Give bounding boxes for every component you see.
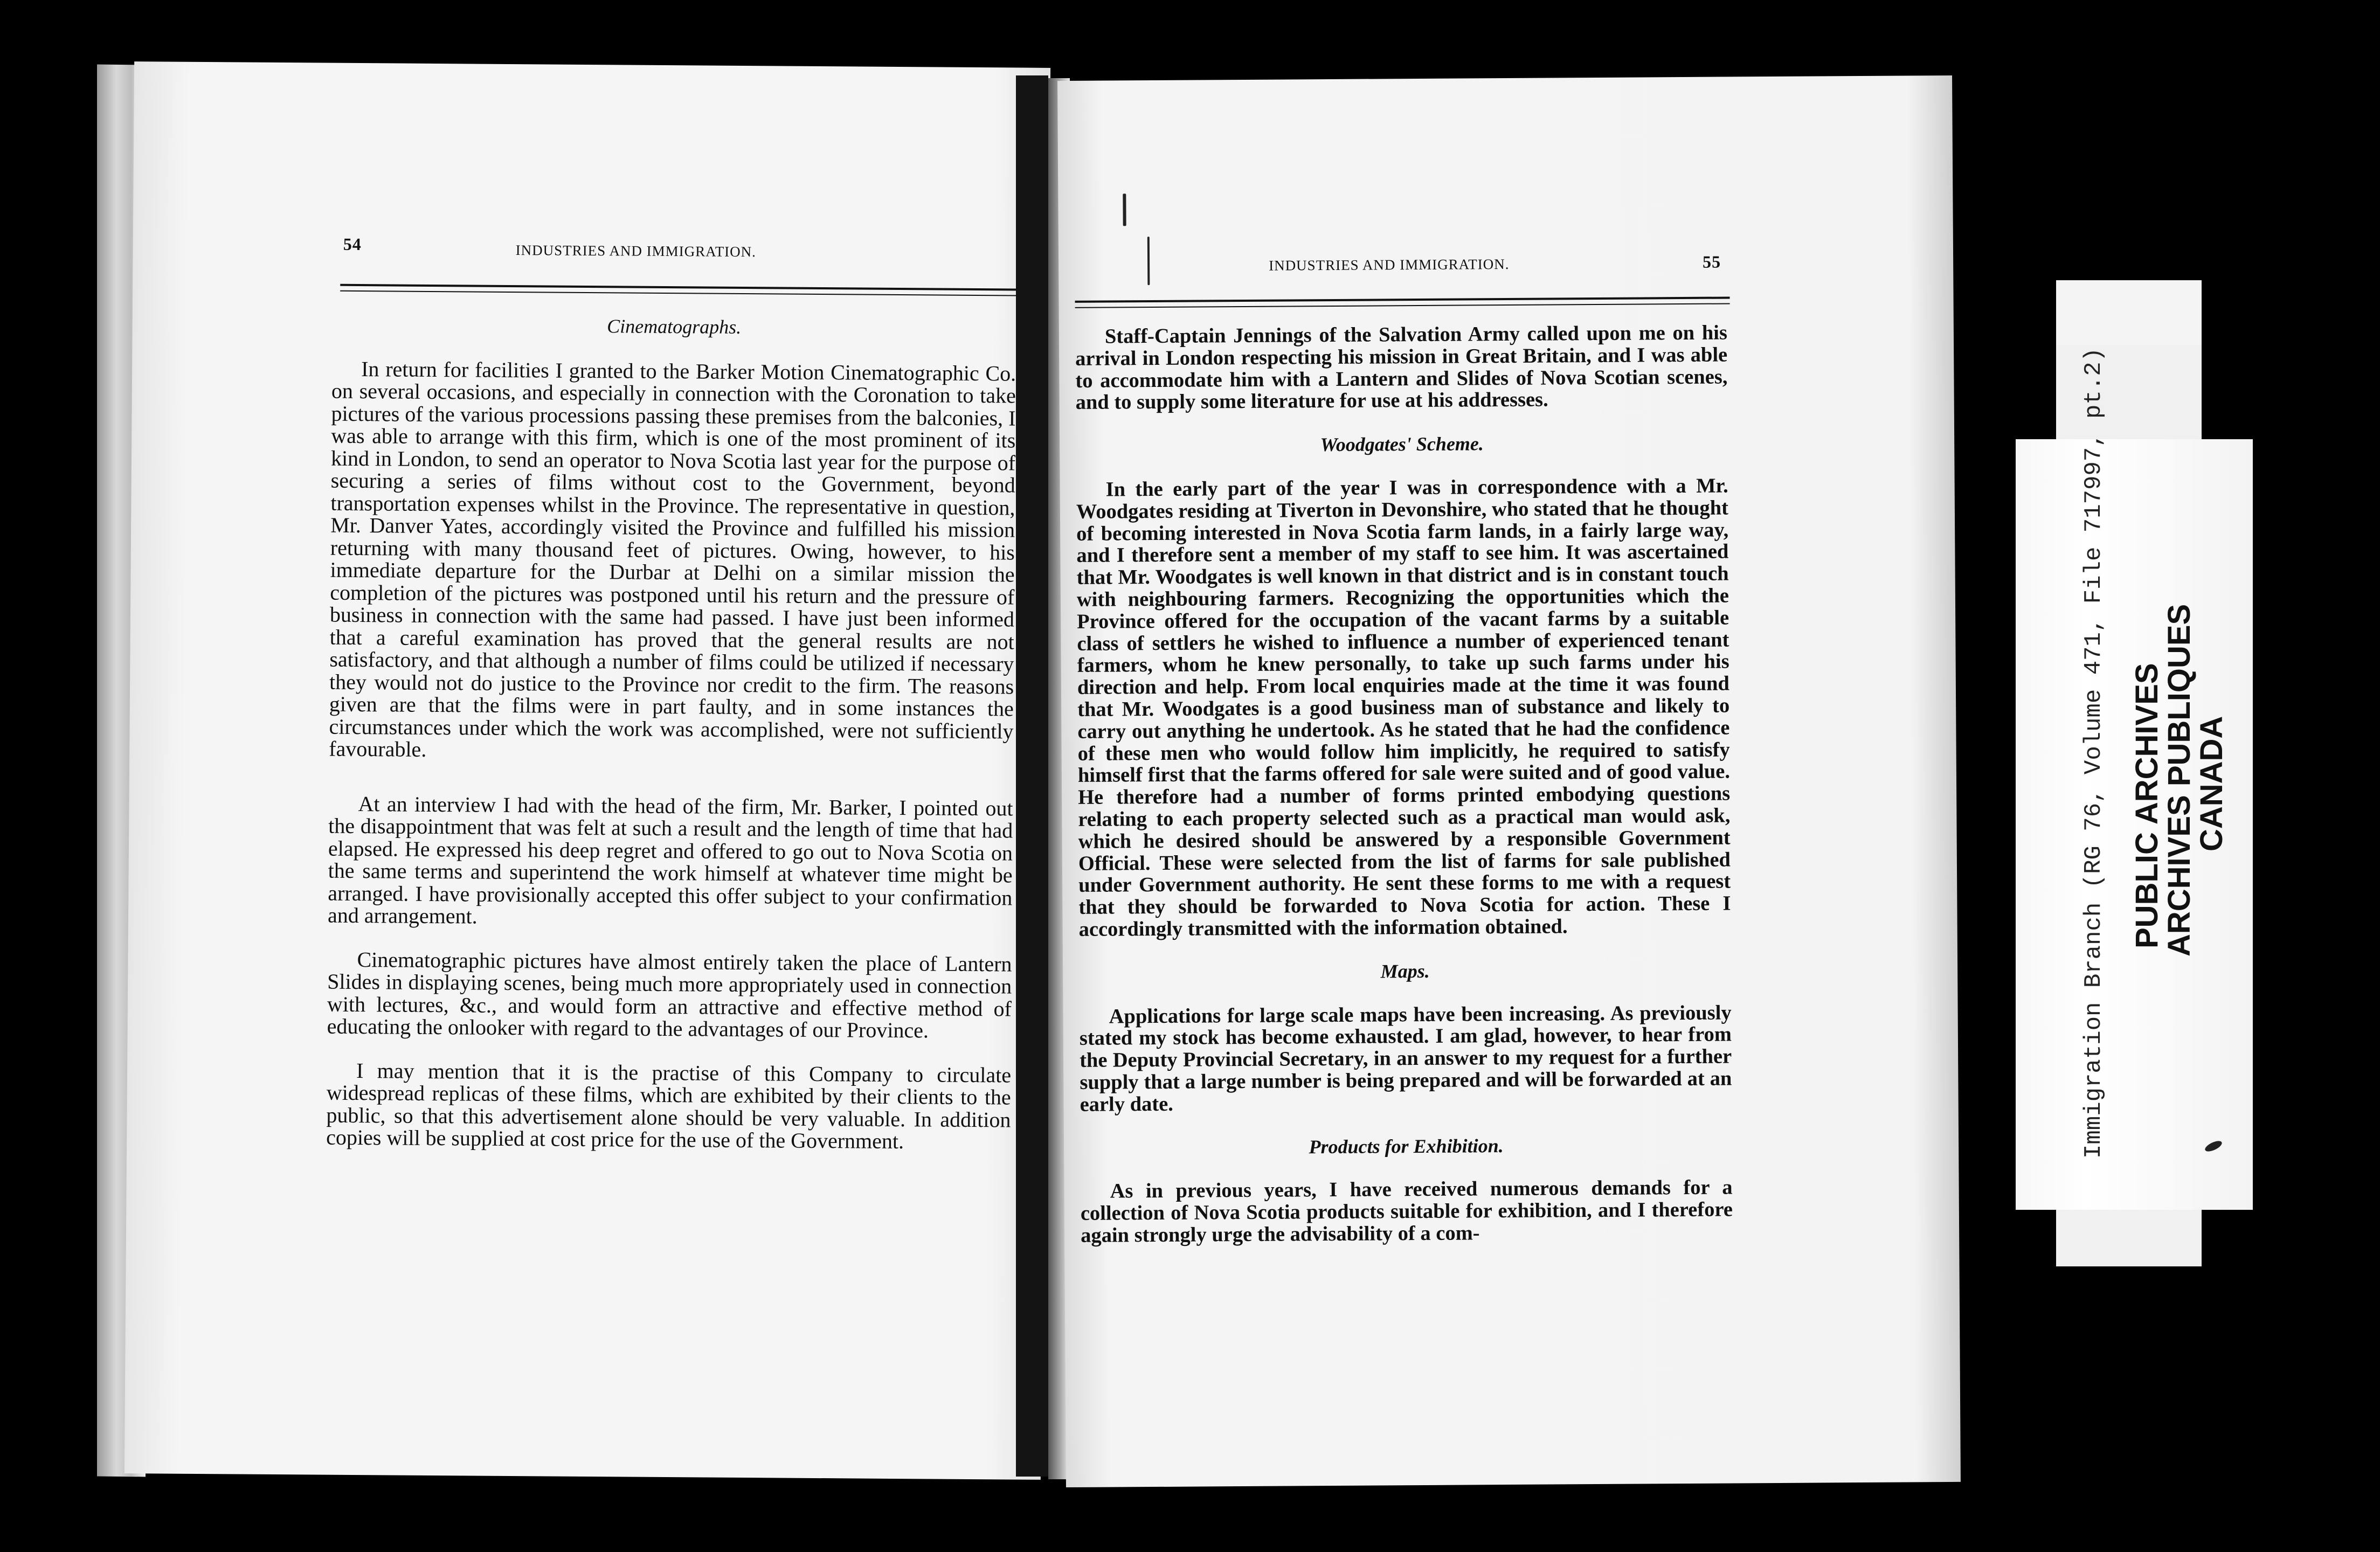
book-gutter bbox=[1016, 75, 1048, 1477]
woodgates-paragraph: In the early part of the year I was in correspondence with a Mr. Woodgates residing at Tiverton in Devonshire, who stated that he thought of becoming interested in Nova Scotia farm lands, in a fairly large way, and I therefore sent a member of my staff to see him. It was ascertained that Mr. Woodgates is well known in that district and is in constant touch with neighbouring farmers. Recognizing the opportunities which the Province offered for the occupation of the vacant farms by a suitable class of settlers he wished to influence a number of experienced tenant farmers, whom he knew personally, to take up such farms under his direction and help. From local enquiries made at the time it was found that Mr. Woodgates is a good business man of substance and likely to carry out anything he undertook. As he stated that he had the confidence of these men who would follow him implicitly, he required to satisfy himself first that the farms offered for sale were suited and of good value. He therefore had a number of forms printed embodying questions relating to each property selected such as a practical man would ask, which he desired should be answered by a responsible Government Official. These were selected from the list of farms for sale published under Government authority. He sent these forms to me with a request that they should be forwarded to Nova Scotia for action. These I accordingly transmitted with the information obtained. bbox=[1076, 474, 1731, 941]
left-section-heading: Cinematographs. bbox=[607, 315, 742, 338]
right-page-number: 55 bbox=[1703, 252, 1721, 272]
left-head-rule-thin bbox=[340, 290, 1025, 296]
right-head-rule bbox=[1075, 296, 1730, 302]
right-text-column bbox=[1075, 322, 1733, 1269]
left-running-head: INDUSTRIES AND IMMIGRATION. bbox=[515, 242, 757, 260]
right-head-rule-thin bbox=[1075, 303, 1730, 308]
right-page bbox=[1057, 75, 1961, 1487]
right-intro-paragraph: Staff-Captain Jennings of the Salvation Army called upon me on his arrival in London respecting his mission in Great Britain, and I was able to accommodate him with a Lantern and Slides of Nova Scotian scenes, and to supply some literature for use at his addresses. bbox=[1075, 321, 1728, 414]
left-page-number: 54 bbox=[343, 234, 362, 254]
products-paragraph: As in previous years, I have received numerous demands for a collection of Nova Scotia products suitable for exhibition, and I therefore again strongly urge the advisability of a com- bbox=[1080, 1176, 1733, 1247]
left-paragraph-4: I may mention that it is the practise of this Company to circulate widespread replicas of these films, which are exhibited by their clients to the public, so that this advertisement alone should be very valuable. In addition copies will be supplied at cost price for the use of the Government. bbox=[326, 1058, 1012, 1154]
maps-heading: Maps. bbox=[1380, 960, 1430, 982]
archive-reference: Immigration Branch (RG 76, Volume 471, File 717997, pt.2) bbox=[2080, 347, 2107, 1159]
products-heading: Products for Exhibition. bbox=[1309, 1134, 1504, 1158]
left-head-rule bbox=[340, 284, 1025, 291]
left-paragraph-1: In return for facilities I granted to the Barker Motion Cinematographic Co. on several occasions, and especially in connection with the Coronation to take pictures of the various processions passing these premises from the balconies, I was able to arrange with this firm, which is one of the most prominent of its kind in London, to send an operator to Nova Scotia last year for the purpose of securing a series of films without cost to the Government, beyond transportation expenses whilst in the Province. The representative in question, Mr. Danver Yates, accordingly visited the Province and fulfilled his mission returning with many thousand feet of pictures. Owing, however, to his immediate departure for the Durbar at Delhi on a similar mission the completion of the pictures was postponed until his return and the pressure of business in connection with the same had passed. I have just been informed that a careful examination has proved that the general results are not satisfactory, and that although a number of films could be utilized if necessary they would not do justice to the Province nor credit to the firm. The reasons given are that the films were in part faulty, and in some instances the circumstances under which the work was accomplished, were not sufficiently favourable. bbox=[329, 356, 1016, 761]
left-text-column bbox=[326, 314, 1016, 1175]
left-paragraph-2: At an interview I had with the head of the firm, Mr. Barker, I pointed out the disappointment that was felt at such a result and the length of time that had elapsed. He expressed his deep regret and offered to go out to Nova Scotia on the same terms and superintend the work himself at whatever time might be arranged. I have provisionally accepted this offer subject to your confirmation and arrangement. bbox=[327, 791, 1013, 929]
maps-paragraph: Applications for large scale maps have been increasing. As previously stated my stock has become exhausted. I am glad, however, to hear from the Deputy Provincial Secretary, in an answer to my request for a further supply that a large number is being prepared and will be forwarded at an early date. bbox=[1079, 1001, 1732, 1116]
left-page bbox=[124, 61, 1050, 1480]
woodgates-heading: Woodgates' Scheme. bbox=[1320, 433, 1484, 456]
archive-name-fr: ARCHIVES PUBLIQUES bbox=[2162, 604, 2197, 957]
right-running-head: INDUSTRIES AND IMMIGRATION. bbox=[1269, 255, 1510, 274]
archive-country: CANADA bbox=[2194, 716, 2229, 851]
film-scratch bbox=[1123, 193, 1126, 226]
left-paragraph-3: Cinematographic pictures have almost entirely taken the place of Lantern Slides in displaying scenes, being much more appropriately used in connection with lectures, &c., and would form an attractive and effective method of educating the onlooker with regard to the advantages of our Province. bbox=[327, 947, 1012, 1043]
archive-tag-notch bbox=[2056, 280, 2202, 345]
film-scratch bbox=[1147, 237, 1150, 285]
archive-name-en: PUBLIC ARCHIVES bbox=[2129, 663, 2164, 948]
